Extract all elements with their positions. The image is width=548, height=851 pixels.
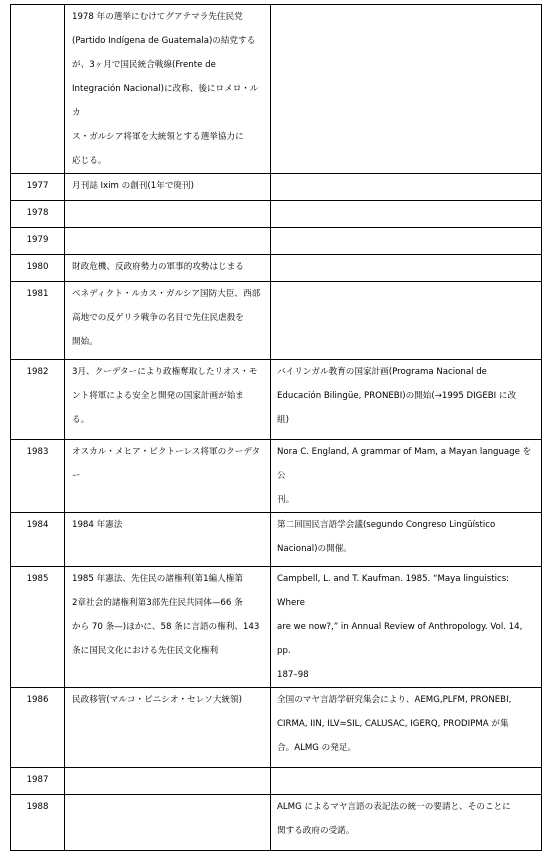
event-cell: ベネディクト・ルカス・ガルシア国防大臣、西部 高地での反ゲリラ戦争の名目で先住民虐殺を 開始。	[65, 282, 271, 360]
event-cell: 財政危機、反政府勢力の軍事的攻勢はじまる	[65, 255, 271, 282]
language-cell: Nora C. England, A grammar of Mam, a Mayan language を公 刊。	[271, 440, 542, 513]
event-cell: 1985 年憲法、先住民の諸権利(第1編人権第 2章社会的諸権利第3部先住民共同体—66 条 から 70 条—)ほかに、58 条に言語の権利、143 条に国民文化における先住民文化権利	[65, 567, 271, 688]
language-cell	[271, 174, 542, 201]
table-row	[11, 688, 542, 768]
language-cell	[271, 5, 542, 174]
table-row	[11, 360, 542, 440]
year-cell: 1986	[11, 688, 65, 768]
year-cell: 1978	[11, 201, 65, 228]
language-cell	[271, 255, 542, 282]
event-cell: オスカル・メヒア・ビクトーレス将軍のクーデタ ー	[65, 440, 271, 513]
table-row	[11, 567, 542, 688]
event-cell: 1978 年の選挙にむけてグアテマラ先住民党 (Partido Indígena de Guatemala)の結党する が、3ヶ月で国民統合戦線(Frente de Integración Nacional)に改称、後にロメロ・ルカ ス・ガルシア将軍を大統領とする選挙協力に 応じる。	[65, 5, 271, 174]
event-cell	[65, 768, 271, 795]
chronology-table	[10, 4, 542, 851]
language-cell: 全国のマヤ言語学研究集会により、AEMG,PLFM, PRONEBI, CIRMA, IIN, ILV=SIL, CALUSAC, IGERQ, PRODIPMA が集 合。ALMG の発足。	[271, 688, 542, 768]
table-row	[11, 768, 542, 795]
table-row	[11, 513, 542, 567]
event-cell: 民政移管(マルコ・ビニシオ・セレソ大統領)	[65, 688, 271, 768]
year-cell	[11, 5, 65, 174]
table-row	[11, 174, 542, 201]
year-cell: 1977	[11, 174, 65, 201]
year-cell: 1979	[11, 228, 65, 255]
event-cell	[65, 228, 271, 255]
event-cell: 3月、クーデターにより政権奪取したリオス・モ ント将軍による安全と開発の国家計画が始ま る。	[65, 360, 271, 440]
event-cell: 1984 年憲法	[65, 513, 271, 567]
language-cell	[271, 201, 542, 228]
table-row	[11, 5, 542, 174]
language-cell	[271, 768, 542, 795]
language-cell: Campbell, L. and T. Kaufman. 1985. “Maya linguistics: Where are we now?,” in Annual Review of Anthropology. Vol. 14, pp. 187–98	[271, 567, 542, 688]
year-cell: 1983	[11, 440, 65, 513]
event-cell	[65, 201, 271, 228]
table-row	[11, 255, 542, 282]
language-cell: 第二回国民言語学会議(segundo Congreso Lingüístico Nacional)の開催。	[271, 513, 542, 567]
language-cell: バイリンガル教育の国家計画(Programa Nacional de Educación Bilingüe, PRONEBI)の開始(→1995 DIGEBI に改 組)	[271, 360, 542, 440]
year-cell: 1988	[11, 795, 65, 851]
year-cell: 1982	[11, 360, 65, 440]
language-cell: ALMG によるマヤ言語の表記法の統一の要請と、そのことに 関する政府の受諾。	[271, 795, 542, 851]
table-row	[11, 228, 542, 255]
year-cell: 1980	[11, 255, 65, 282]
table-row	[11, 282, 542, 360]
year-cell: 1985	[11, 567, 65, 688]
language-cell	[271, 282, 542, 360]
year-cell: 1987	[11, 768, 65, 795]
year-cell: 1981	[11, 282, 65, 360]
year-cell: 1984	[11, 513, 65, 567]
language-cell	[271, 228, 542, 255]
table-row	[11, 440, 542, 513]
table-row	[11, 201, 542, 228]
event-cell: 月刊誌 Ixim の創刊(1年で廃刊)	[65, 174, 271, 201]
